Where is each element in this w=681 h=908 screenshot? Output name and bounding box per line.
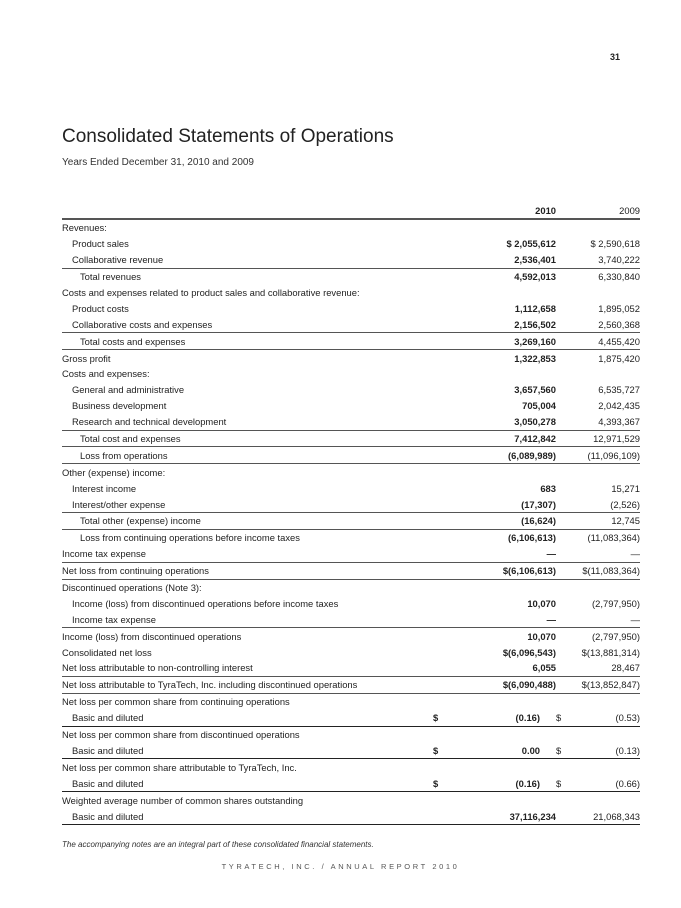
dollar-sign: $ bbox=[433, 712, 439, 724]
table-row bbox=[62, 496, 640, 512]
table-row bbox=[62, 627, 640, 644]
column-header-2010: 2010 bbox=[535, 205, 556, 216]
value-2010: $(6,096,543) bbox=[502, 646, 556, 658]
table-row bbox=[62, 529, 640, 546]
value-2009: 12,971,529 bbox=[593, 433, 640, 445]
page-number: 31 bbox=[609, 52, 620, 62]
statement-table bbox=[62, 205, 640, 825]
value-2009: (11,083,364) bbox=[587, 532, 640, 544]
cell-2009 bbox=[540, 778, 640, 789]
page-title: Consolidated Statements of Operations bbox=[62, 126, 394, 147]
table-row bbox=[62, 743, 640, 759]
row-label: Interest income bbox=[72, 482, 137, 494]
value-2009: (2,526) bbox=[610, 498, 640, 510]
value-2010: 3,657,560 bbox=[514, 384, 556, 396]
value-2009: 1,895,052 bbox=[598, 302, 640, 314]
table-row bbox=[62, 398, 640, 414]
dollar-sign: $ bbox=[433, 777, 439, 789]
value-2009: 21,068,343 bbox=[593, 810, 640, 822]
row-label: Consolidated net loss bbox=[62, 646, 152, 658]
table-row bbox=[62, 446, 640, 463]
table-row bbox=[62, 595, 640, 611]
row-label: Gross profit bbox=[62, 352, 111, 364]
value-2009: (0.66) bbox=[615, 777, 640, 789]
row-label: Net loss from continuing operations bbox=[62, 565, 209, 577]
table-row bbox=[62, 562, 640, 579]
table-row bbox=[62, 382, 640, 398]
value-2010: (16,624) bbox=[521, 515, 556, 527]
value-2010: (0.16) bbox=[515, 777, 540, 789]
value-2009: (2,797,950) bbox=[592, 597, 640, 609]
row-label: Product sales bbox=[72, 238, 129, 250]
dollar-sign: $ bbox=[556, 712, 562, 724]
value-2010: 37,116,234 bbox=[509, 810, 556, 822]
row-label: Total other (expense) income bbox=[80, 515, 201, 527]
row-label: Collaborative costs and expenses bbox=[72, 318, 213, 330]
row-label: Weighted average number of common shares outstanding bbox=[62, 794, 304, 806]
row-label: Net loss per common share from continuing operations bbox=[62, 696, 290, 708]
value-2009: 12,745 bbox=[611, 515, 640, 527]
row-label: Basic and diluted bbox=[72, 712, 144, 724]
value-2009: — bbox=[630, 548, 640, 560]
value-2010: (6,106,613) bbox=[508, 532, 556, 544]
table-row bbox=[62, 252, 640, 268]
cell-2009 bbox=[540, 745, 640, 756]
row-label: Basic and diluted bbox=[72, 810, 144, 822]
row-label: Net loss per common share from discontinued operations bbox=[62, 729, 300, 741]
row-label: Income (loss) from discontinued operations bbox=[62, 630, 242, 642]
row-label: Income tax expense bbox=[72, 613, 156, 625]
row-label: Total cost and expenses bbox=[80, 433, 181, 445]
row-label: Loss from continuing operations before income taxes bbox=[80, 532, 300, 544]
value-2010: (17,307) bbox=[521, 498, 556, 510]
table-row bbox=[62, 268, 640, 285]
table-row bbox=[62, 219, 640, 236]
table-row bbox=[62, 480, 640, 496]
value-2010: 683 bbox=[540, 482, 556, 494]
row-label: Business development bbox=[72, 400, 167, 412]
value-2009: (2,797,950) bbox=[592, 630, 640, 642]
value-2009: (0.13) bbox=[615, 744, 640, 756]
value-2010: $ 2,055,612 bbox=[506, 238, 556, 250]
value-2010: 2,156,502 bbox=[514, 318, 556, 330]
table-row bbox=[62, 349, 640, 366]
table-row bbox=[62, 726, 640, 743]
value-2009: 2,042,435 bbox=[598, 400, 640, 412]
value-2010: 3,050,278 bbox=[514, 416, 556, 428]
row-label: Net loss attributable to non-controlling interest bbox=[62, 662, 253, 674]
value-2009: $(13,881,314) bbox=[581, 646, 640, 658]
column-header-2009: 2009 bbox=[619, 205, 640, 216]
value-2009: 4,455,420 bbox=[598, 335, 640, 347]
value-2009: 28,467 bbox=[611, 662, 640, 674]
value-2009: 15,271 bbox=[611, 482, 640, 494]
table-row bbox=[62, 414, 640, 430]
value-2010: $(6,090,488) bbox=[502, 679, 556, 691]
table-row bbox=[62, 660, 640, 676]
table-row bbox=[62, 758, 640, 775]
table-row bbox=[62, 693, 640, 710]
cell-2010 bbox=[398, 745, 540, 756]
table-row bbox=[62, 512, 640, 529]
value-2010: (6,089,989) bbox=[508, 449, 556, 461]
value-2009: (0.53) bbox=[615, 712, 640, 724]
row-label: Loss from operations bbox=[80, 449, 168, 461]
value-2010: 10,070 bbox=[527, 597, 556, 609]
table-row bbox=[62, 285, 640, 301]
value-2009: $ 2,590,618 bbox=[590, 238, 640, 250]
row-label: Collaborative revenue bbox=[72, 254, 164, 266]
table-row bbox=[62, 316, 640, 332]
row-label: Basic and diluted bbox=[72, 777, 144, 789]
value-2009: 3,740,222 bbox=[598, 254, 640, 266]
cell-2010 bbox=[398, 778, 540, 789]
table-row bbox=[62, 463, 640, 480]
row-label: Product costs bbox=[72, 302, 129, 314]
value-2010: — bbox=[546, 613, 556, 625]
value-2010: 6,055 bbox=[532, 662, 556, 674]
table-header bbox=[62, 205, 640, 219]
value-2009: 1,875,420 bbox=[598, 352, 640, 364]
table-row bbox=[62, 430, 640, 447]
table-row bbox=[62, 332, 640, 349]
value-2010: 10,070 bbox=[527, 630, 556, 642]
cell-2010 bbox=[398, 712, 540, 723]
row-label: Net loss attributable to TyraTech, Inc. including discontinued operations bbox=[62, 679, 358, 691]
footnote: The accompanying notes are an integral part of these consolidated financial statements. bbox=[62, 840, 374, 849]
table-row bbox=[62, 546, 640, 562]
value-2009: (11,096,109) bbox=[587, 449, 640, 461]
value-2009: — bbox=[630, 613, 640, 625]
value-2010: $(6,106,613) bbox=[502, 565, 556, 577]
table-row bbox=[62, 644, 640, 660]
row-label: Research and technical development bbox=[72, 416, 227, 428]
row-label: Costs and expenses: bbox=[62, 368, 150, 380]
row-label: Other (expense) income: bbox=[62, 466, 166, 478]
table-row bbox=[62, 366, 640, 382]
table-body bbox=[62, 219, 640, 825]
table-row bbox=[62, 808, 640, 825]
table-row bbox=[62, 236, 640, 252]
row-label: General and administrative bbox=[72, 384, 185, 396]
value-2010: 3,269,160 bbox=[514, 335, 556, 347]
table-row bbox=[62, 791, 640, 808]
dollar-sign: $ bbox=[556, 744, 562, 756]
row-label: Costs and expenses related to product sales and collaborative revenue: bbox=[62, 287, 360, 298]
row-label: Net loss per common share attributable to TyraTech, Inc. bbox=[62, 761, 297, 773]
value-2010: — bbox=[546, 548, 556, 560]
table-row bbox=[62, 300, 640, 316]
value-2010: 705,004 bbox=[522, 400, 556, 412]
value-2010: 2,536,401 bbox=[514, 254, 556, 266]
cell-2009 bbox=[540, 712, 640, 723]
table-row bbox=[62, 579, 640, 596]
row-label: Income tax expense bbox=[62, 548, 146, 560]
value-2009: 6,330,840 bbox=[598, 271, 640, 283]
value-2010: 1,112,658 bbox=[514, 302, 556, 314]
value-2009: 4,393,367 bbox=[598, 416, 640, 428]
value-2010: 7,412,842 bbox=[514, 433, 556, 445]
value-2009: $(11,083,364) bbox=[582, 565, 640, 577]
value-2010: 4,592,013 bbox=[514, 271, 556, 283]
table-row bbox=[62, 710, 640, 726]
table-row bbox=[62, 611, 640, 627]
dollar-sign: $ bbox=[556, 777, 562, 789]
row-label: Basic and diluted bbox=[72, 744, 144, 756]
row-label: Income (loss) from discontinued operations before income taxes bbox=[72, 597, 339, 609]
value-2009: 2,560,368 bbox=[598, 318, 640, 330]
page-subtitle: Years Ended December 31, 2010 and 2009 bbox=[62, 157, 254, 168]
table-row bbox=[62, 775, 640, 791]
row-label: Discontinued operations (Note 3): bbox=[62, 582, 202, 594]
row-label: Total revenues bbox=[80, 271, 141, 283]
table-row bbox=[62, 676, 640, 693]
value-2010: 0.00 bbox=[521, 744, 540, 756]
value-2009: $(13,852,847) bbox=[581, 679, 640, 691]
row-label: Total costs and expenses bbox=[80, 335, 186, 347]
value-2010: 1,322,853 bbox=[514, 352, 556, 364]
value-2009: 6,535,727 bbox=[598, 384, 640, 396]
row-label: Interest/other expense bbox=[72, 498, 166, 510]
page-footer: TYRATECH, INC. / ANNUAL REPORT 2010 bbox=[221, 862, 460, 871]
value-2010: (0.16) bbox=[515, 712, 540, 724]
dollar-sign: $ bbox=[433, 744, 439, 756]
row-label: Revenues: bbox=[62, 222, 107, 234]
